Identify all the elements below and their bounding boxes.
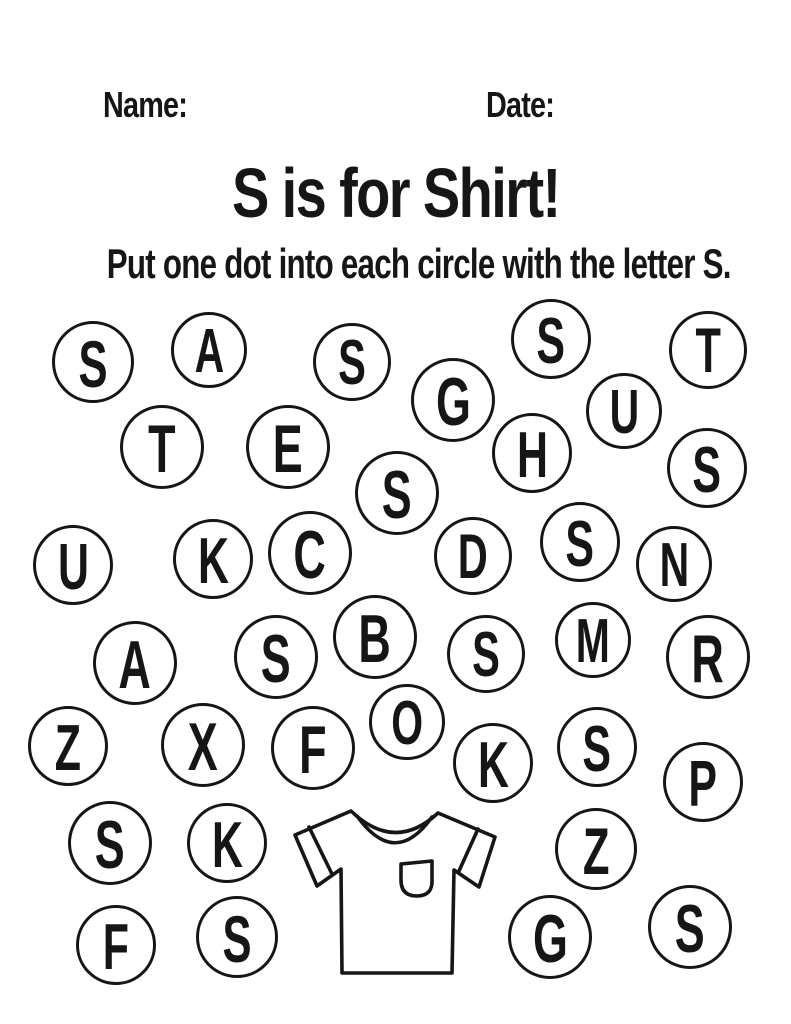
circle-letter: F xyxy=(102,910,130,983)
letter-circle-t-4[interactable] xyxy=(669,311,747,389)
circle-letter: S xyxy=(692,433,722,506)
circle-letter: R xyxy=(691,620,725,697)
letter-circle-s-14[interactable] xyxy=(540,502,620,582)
letter-circle-z-24[interactable] xyxy=(28,706,108,786)
circle-letter: X xyxy=(188,708,218,785)
circle-letter: S xyxy=(472,620,500,690)
letter-circle-n-15[interactable] xyxy=(636,526,712,602)
letter-circle-a-1[interactable] xyxy=(171,312,247,388)
letter-circle-s-2[interactable] xyxy=(313,323,391,401)
letter-circle-t-7[interactable] xyxy=(120,405,204,489)
letter-circle-k-32[interactable] xyxy=(187,803,267,883)
instruction-text: Put one dot into each circle with the letter S. xyxy=(106,240,731,287)
shirt-illustration xyxy=(292,802,504,980)
circle-letter: A xyxy=(118,626,152,703)
circle-letter: T xyxy=(148,410,176,487)
circle-letter: E xyxy=(273,410,303,487)
circle-letter: B xyxy=(358,600,392,677)
letter-circle-s-31[interactable] xyxy=(68,801,152,885)
letter-circle-s-37[interactable] xyxy=(648,885,732,969)
letter-circle-a-18[interactable] xyxy=(93,621,177,705)
circle-letter: K xyxy=(211,808,243,881)
circle-letter: C xyxy=(293,516,327,593)
name-label: Name: xyxy=(103,84,188,125)
circle-letter: S xyxy=(565,507,595,580)
circle-letter: H xyxy=(516,418,548,491)
letter-circle-s-21[interactable] xyxy=(447,615,525,693)
circle-letter: S xyxy=(222,901,252,976)
circle-letter: S xyxy=(675,890,705,967)
letter-circle-u-16[interactable] xyxy=(33,525,113,605)
letter-circle-m-22[interactable] xyxy=(555,602,631,678)
letter-circle-s-0[interactable] xyxy=(52,321,134,403)
letter-circle-f-34[interactable] xyxy=(76,905,156,985)
letter-circle-u-6[interactable] xyxy=(586,373,662,449)
letter-circle-s-35[interactable] xyxy=(196,896,278,978)
circle-letter: K xyxy=(477,728,509,801)
letter-circle-e-8[interactable] xyxy=(246,405,330,489)
letter-circle-k-28[interactable] xyxy=(453,723,533,803)
page-title: S is for Shirt! xyxy=(231,154,560,232)
letter-circle-c-12[interactable] xyxy=(268,511,352,595)
circle-letter: S xyxy=(582,712,612,785)
letter-circle-g-5[interactable] xyxy=(411,358,495,442)
letter-circle-p-30[interactable] xyxy=(663,742,743,822)
circle-letter: U xyxy=(609,377,639,447)
shirt-pocket-path xyxy=(401,861,432,896)
circle-letter: N xyxy=(659,530,689,600)
letter-circle-s-3[interactable] xyxy=(511,299,591,379)
letter-circle-h-9[interactable] xyxy=(492,413,572,493)
letter-circle-o-27[interactable] xyxy=(369,684,445,760)
shirt-outline-path xyxy=(295,811,495,973)
circle-letter: F xyxy=(299,711,327,788)
letter-circle-k-17[interactable] xyxy=(173,519,253,599)
letter-circle-z-33[interactable] xyxy=(555,808,637,890)
letter-circle-s-29[interactable] xyxy=(557,707,637,787)
letter-circle-s-11[interactable] xyxy=(355,451,439,535)
circle-letter: S xyxy=(78,326,108,401)
circle-letter: S xyxy=(536,304,566,377)
date-label: Date: xyxy=(486,84,555,125)
letter-circle-g-36[interactable] xyxy=(508,895,592,979)
circle-letter: Z xyxy=(54,711,82,784)
circle-letter: S xyxy=(261,620,291,697)
letter-circle-d-13[interactable] xyxy=(434,517,512,595)
circle-letter: K xyxy=(197,524,229,597)
letter-circle-x-25[interactable] xyxy=(161,703,245,787)
circle-letter: T xyxy=(695,316,721,386)
circle-letter: O xyxy=(391,688,423,758)
circle-letter: S xyxy=(95,806,125,883)
letter-circle-b-20[interactable] xyxy=(333,595,417,679)
letter-circle-f-26[interactable] xyxy=(271,706,355,790)
letter-circle-s-19[interactable] xyxy=(234,615,318,699)
circle-letter: G xyxy=(532,900,568,977)
circle-letter: G xyxy=(435,363,471,440)
circle-letter: P xyxy=(688,747,718,820)
letter-circle-s-10[interactable] xyxy=(667,428,747,508)
letter-circle-r-23[interactable] xyxy=(666,615,750,699)
circle-letter: Z xyxy=(582,813,610,888)
circle-letter: M xyxy=(575,606,611,676)
circle-letter: U xyxy=(57,530,89,603)
circle-letter: S xyxy=(338,328,366,398)
circle-letter: A xyxy=(194,316,224,386)
circle-letter: D xyxy=(457,522,489,592)
circle-letter: S xyxy=(382,456,412,533)
